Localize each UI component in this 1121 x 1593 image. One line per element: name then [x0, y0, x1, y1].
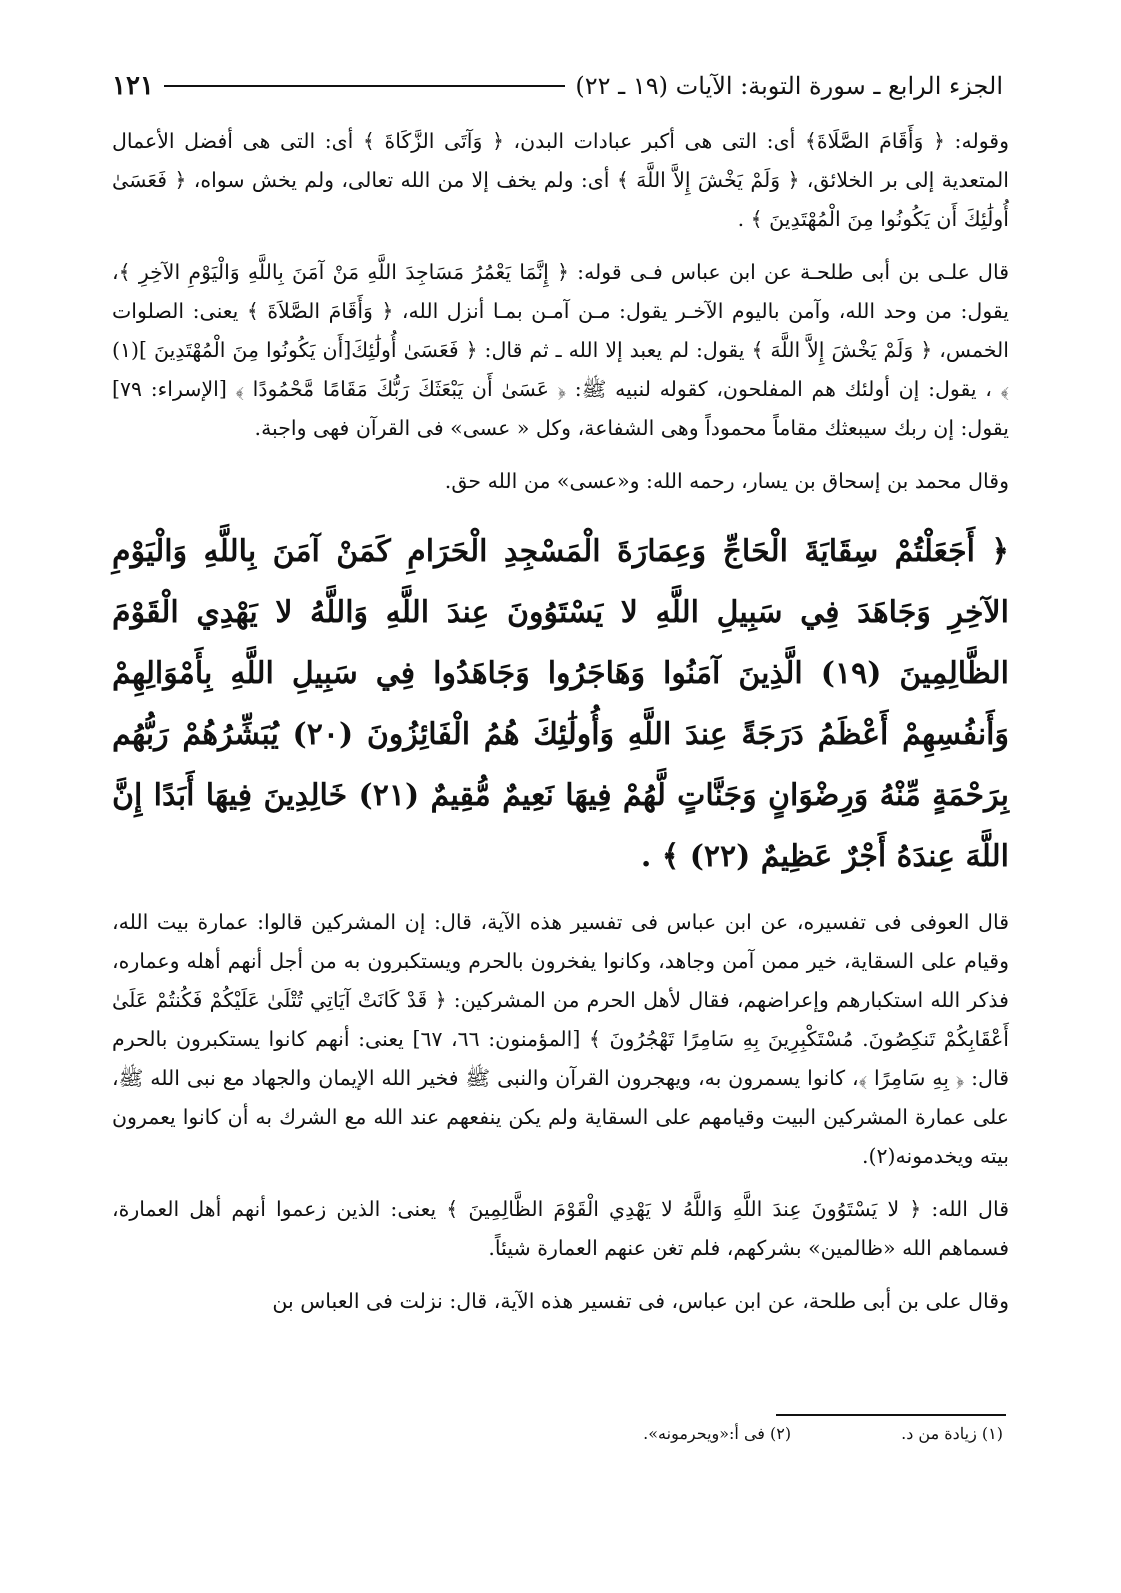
- header-title: الجزء الرابع ـ سورة التوبة: الآيات (١٩ ـ ٢٢): [575, 72, 1003, 100]
- paragraph: وقوله: ﴿ وَأَقَامَ الصَّلَاةَ﴾ أى: التى هى أكبر عبادات البدن، ﴿ وَآتَى الزَّكَاةَ ﴾ أى: التى هى أفضل الأعمال المتعدية إلى بر الخلائق، ﴿ وَلَمْ يَخْشَ إِلاَّ اللَّهَ ﴾ أى: ولم يخف إلا من الله تعالى، ولم يخش سواه، ﴿ فَعَسَىٰ أُولَٰئِكَ أَن يَكُونُوا مِنَ الْمُهْتَدِينَ ﴾ .: [112, 129, 1009, 231]
- footnote-1: (١) زيادة من د.: [901, 1424, 1003, 1443]
- header-rule: [164, 85, 565, 87]
- paragraph: قال العوفى فى تفسيره، عن ابن عباس فى تفسير هذه الآية، قال: إن المشركين قالوا: عمارة بيت الله، وقيام على السقاية، خير ممن آمن وجاهد، وكانوا يفخرون بالحرم ويستكبرون به من أجل أنهم أهله وعماره، فذكر الله استكبارهم وإعراضهم، فقال لأهل الحرم من المشركين: ﴿ قَدْ كَانَتْ آيَاتِي تُتْلَىٰ عَلَيْكُمْ فَكُنتُمْ عَلَىٰ أَعْقَابِكُمْ تَنكِصُونَ. مُسْتَكْبِرِينَ بِهِ سَامِرًا تَهْجُرُونَ ﴾ [المؤمنون: ٦٦، ٦٧] يعنى: أنهم كانوا يستكبرون بالحرم قال: ﴿ بِهِ سَامِرًا ﴾، كانوا يسمرون به، ويهجرون القرآن والنبى ﷺ فخير الله الإيمان والجهاد مع نبى الله ﷺ، على عمارة المشركين البيت وقيامهم على السقاية ولم يكن ينفعهم عند الله مع الشرك به أن كانوا يعمرون بيته ويخدمونه(٢).: [112, 910, 1010, 1168]
- footnote-divider: [776, 1414, 1006, 1416]
- body-text: [112, 122, 1009, 1321]
- page-number: ١٢١: [112, 71, 154, 101]
- paragraph: قال علـى بن أبى طلحـة عن ابن عباس فـى قوله: ﴿ إِنَّمَا يَعْمُرُ مَسَاجِدَ اللَّهِ مَنْ آمَنَ بِاللَّهِ وَالْيَوْمِ الآخِرِ ﴾، يقول: من وحد الله، وآمن باليوم الآخـر يقول: مـن آمـن بمـا أنزل الله، ﴿ وَأَقَامَ الصَّلاَةَ ﴾ يعنى: الصلوات الخمس، ﴿ وَلَمْ يَخْشَ إِلاَّ اللَّهَ ﴾ يقول: لم يعبد إلا الله ـ ثم قال: ﴿ فَعَسَىٰ أُولَٰئِكَ[أَن يَكُونُوا مِنَ الْمُهْتَدِينَ ](١) ﴾ ، يقول: إن أولئك هم المفلحون، كقوله لنبيه ﷺ: ﴿ عَسَىٰ أَن يَبْعَثَكَ رَبُّكَ مَقَامًا مَّحْمُودًا ﴾ [الإسراء: ٧٩] يقول: إن ربك سيبعثك مقاماً محموداً وهى الشفاعة، وكل « عسى» فى القرآن فهى واجبة.: [112, 260, 1009, 440]
- running-header: [112, 66, 1003, 106]
- paragraph: قال الله: ﴿ لا يَسْتَوُونَ عِندَ اللَّهِ وَاللَّهُ لا يَهْدِي الْقَوْمَ الظَّالِمِينَ ﴾ يعنى: الذين زعموا أنهم أهل العمارة، فسماهم الله «ظالمين» بشركهم، فلم تغن عنهم العمارة شيئاً.: [112, 1197, 1009, 1260]
- footnote-2: (٢) فى أ:«ويحرمونه».: [643, 1424, 792, 1443]
- footnotes: [112, 1424, 1003, 1443]
- paragraph: وقال على بن أبى طلحة، عن ابن عباس، فى تفسير هذه الآية، قال: نزلت فى العباس بن: [272, 1289, 1009, 1313]
- paragraph: وقال محمد بن إسحاق بن يسار، رحمه الله: و«عسى» من الله حق.: [444, 469, 1009, 493]
- quran-verse-block: ﴿ أَجَعَلْتُمْ سِقَايَةَ الْحَاجِّ وَعِمَارَةَ الْمَسْجِدِ الْحَرَامِ كَمَنْ آمَنَ بِاللَّهِ وَالْيَوْمِ الآخِرِ وَجَاهَدَ فِي سَبِيلِ اللَّهِ لا يَسْتَوُونَ عِندَ اللَّهِ وَاللَّهُ لا يَهْدِي الْقَوْمَ الظَّالِمِينَ (١٩) الَّذِينَ آمَنُوا وَهَاجَرُوا وَجَاهَدُوا فِي سَبِيلِ اللَّهِ بِأَمْوَالِهِمْ وَأَنفُسِهِمْ أَعْظَمُ دَرَجَةً عِندَ اللَّهِ وَأُولَٰئِكَ هُمُ الْفَائِزُونَ (٢٠) يُبَشِّرُهُمْ رَبُّهُم بِرَحْمَةٍ مِّنْهُ وَرِضْوَانٍ وَجَنَّاتٍ لَّهُمْ فِيهَا نَعِيمٌ مُّقِيمٌ (٢١) خَالِدِينَ فِيهَا أَبَدًا إِنَّ اللَّهَ عِندَهُ أَجْرٌ عَظِيمٌ (٢٢) ﴾ .: [112, 534, 1010, 874]
